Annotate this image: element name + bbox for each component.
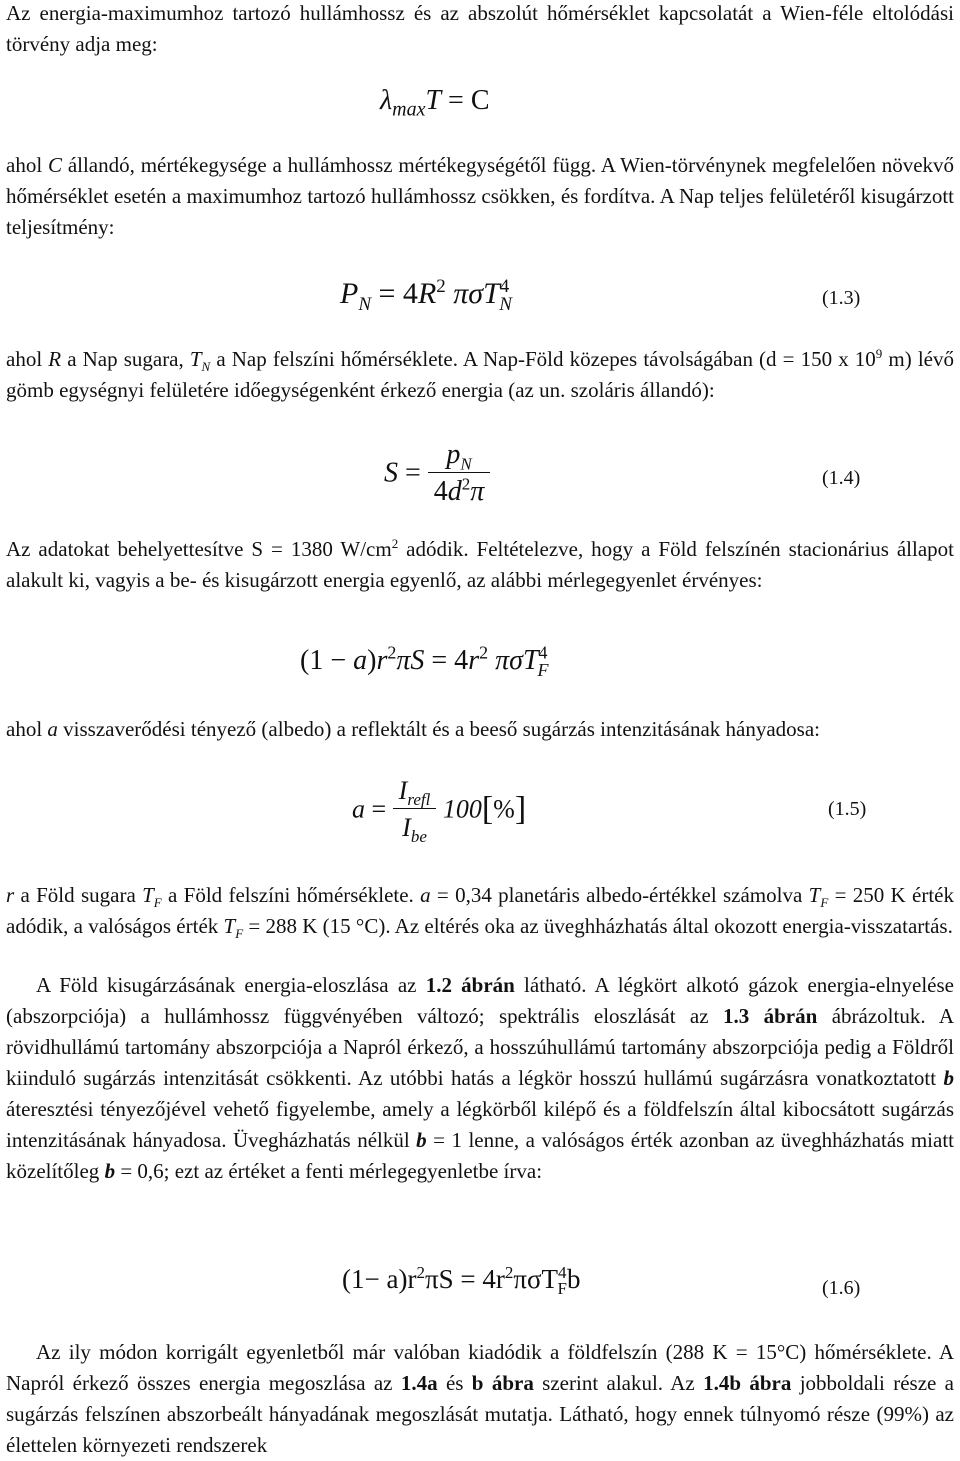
equation-number-1-3: (1.3) (822, 287, 861, 309)
figure-ref-b: b ábra (471, 1371, 534, 1395)
figure-ref-1-4a: 1.4a (400, 1371, 438, 1395)
equation-1-4: S = $\frac{p_N}{4d^2\pi}$ (384, 440, 490, 507)
figure-ref-1-3: 1.3 ábrán (722, 1004, 818, 1028)
paragraph-wien-explanation: ahol C állandó, mértékegysége a hullámhossz mértékegységétől függ. A Wien-törvénynek megfelelően növekvő hőmérséklet esetén a maximumhoz tartozó hullámhossz csökken, és fordítva. A Nap teljes felületéről kisugárzott teljesítmény: (6, 153, 955, 239)
fraction-1-4: $\frac{p_N}{4d^2\pi}$ (428, 440, 491, 507)
equation-number-1-6: (1.6) (822, 1277, 861, 1299)
paragraph-corrected-equation: Az ily módon korrigált egyenletből már valóban kiadódik a földfelszín (288 K = 15°C) hőmérséklete. A Napról érkező összes energia megoszlása az 1.4a és b ábra szerint alakul. Az 1.4b ábra jobboldali része a sugárzás felszínen abszorbeált hányadának megoszlását mutatja. Látható, hogy ennek túlnyomó része (99%) az élettelen környezeti rendszerek (6, 1340, 955, 1457)
equation-1-3: $P_N = 4R^2$ πσT$^4_N$ (340, 276, 512, 315)
paragraph-substitution: Az adatokat behelyettesítve S = 1380 $W/cm^2$ adódik. Feltételezve, hogy a Föld felszínén stacionárius állapot alakult ki, vagyis a be- és kisugárzott energia egyenlő, az alábbi mérlegegyenlet érvényes: (6, 536, 954, 592)
paragraph-wien-intro (6, 0, 954, 60)
equation-balance: $(1 - a)r^2\pi S = 4r^2$ πσT$^4_F$ (300, 642, 549, 680)
paragraph-earth-temperature: r a Föld sugara $T_F$ a Föld felszíni hőmérséklete. a = 0,34 planetáris albedo-értékkel számolva $T_F = 250$ K érték adódik, a valóságos érték $T_F = 288$ K (15 °C). Az eltérés oka az üveghházhatás által okozott energia-visszatartás. (6, 883, 954, 942)
paragraph-albedo: ahol a visszaverődési tényező (albedo) a reflektált és a beeső sugárzás intenzitásának hányadosa: (6, 717, 820, 741)
figure-ref-1-2: 1.2 ábrán (425, 973, 515, 997)
figure-ref-1-4b: 1.4b ábra (703, 1371, 792, 1395)
equation-1-5: a = $\frac{I_{refl}}{I_{be}}$ 100[%] (352, 776, 527, 847)
equation-number-1-5: (1.5) (828, 798, 867, 820)
paragraph-text: Az energia-maximumhoz tartozó hullámhossz és az abszolút hőmérséklet kapcsolatát a Wien-féle eltolódási törvény adja meg: (6, 1, 954, 56)
equation-number-1-4: (1.4) (822, 467, 861, 489)
fraction-1-5: $\frac{I_{refl}}{I_{be}}$ (393, 776, 437, 843)
paragraph-nap-radius: ahol R a Nap sugara, $T_N$ a Nap felszíni hőmérséklete. A Nap-Föld közepes távolságában (d = 150 x $10^9$ m) lévő gömb egységnyi felületére időegységenként érkező energia (az un. szoláris állandó): (6, 346, 954, 402)
paragraph-absorption: A Föld kisugárzásának energia-eloszlása az 1.2 ábrán látható. A légkört alkotó gázok energia-elnyelése (abszorpciója) a hullámhossz függvényében változó; spektrális eloszlását az 1.3 ábrán ábrázoltuk. A rövidhullámú tartomány abszorpciója a Napról érkező, a hosszúhullámú tartomány abszorpciója pedig a Földről kiinduló sugárzás intenzitását csökkenti. Az utóbbi hatás a légkör hosszú hullámú sugárzásra vonatkoztatott b áteresztési tényezőjével vehető figyelembe, amely a légkörből kilépő és a földfelszín által kibocsátott sugárzás intenzitásának hányadosa. Üvegházhatás nélkül b = 1 lenne, a valóságos érték azonban az üveghházhatás miatt közelítőleg b = 0,6; ezt az értéket a fenti mérlegegyenletbe írva: (6, 973, 954, 1183)
equation-1-6: $(1- a)r^2\pi S = 4r^2\pi\sigma T^4_Fb$ (342, 1263, 581, 1299)
equation-wien-law: $\lambda_{max}T = C$ (380, 85, 490, 121)
